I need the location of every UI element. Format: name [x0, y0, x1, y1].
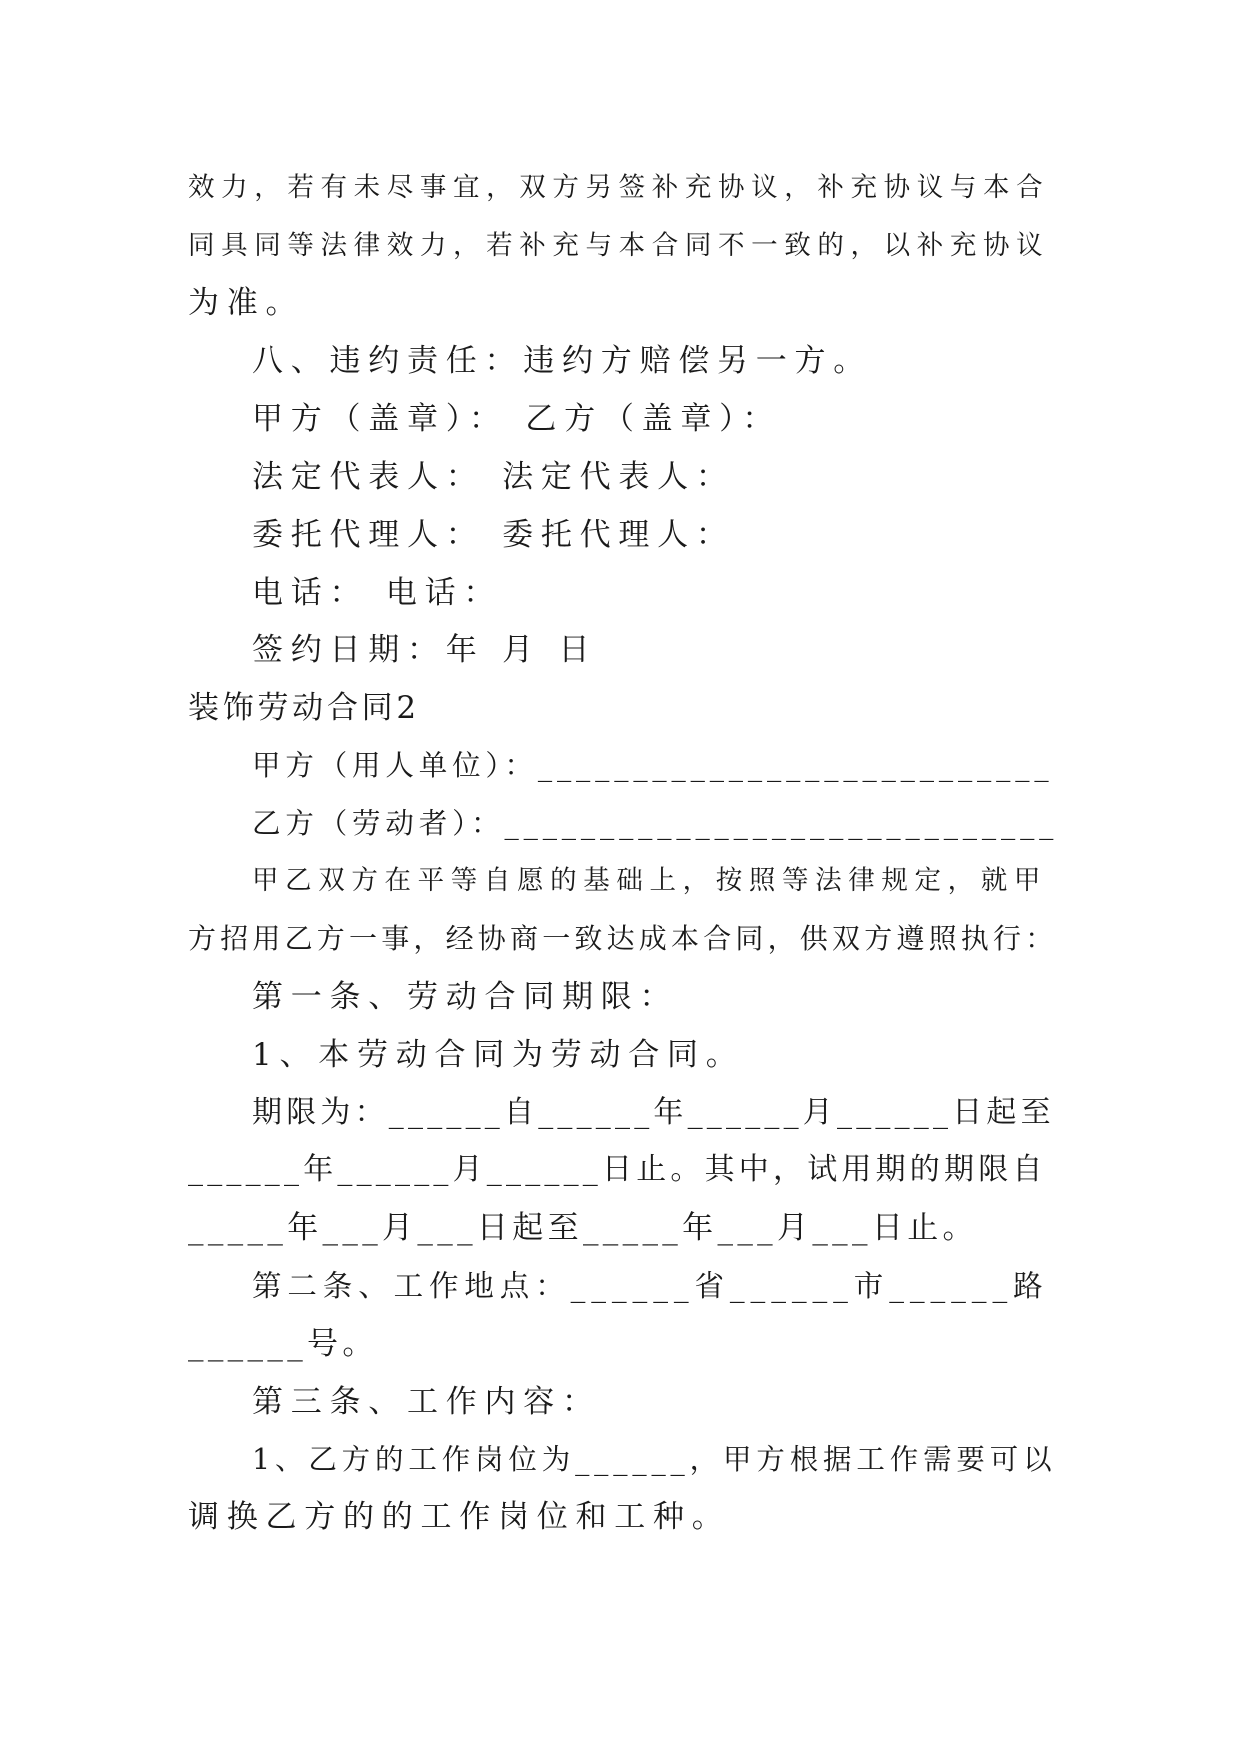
- seal-line: 甲方（盖章）： 乙方（盖章）：: [252, 401, 782, 437]
- paragraph-line: 方招用乙方一事，经协商一致达成本合同，供双方遵照执行：: [188, 922, 1058, 955]
- signing-date-line: 签约日期：年 月 日: [252, 632, 598, 668]
- term-line: _____年___月___日起至_____年___月___日止。: [188, 1210, 978, 1246]
- section-title: 装饰劳动合同2: [188, 690, 420, 726]
- party-b-line: 乙方（劳动者）：_____________________________: [252, 807, 1059, 840]
- paragraph-line: 为准。: [188, 285, 305, 321]
- term-line: 期限为：______自______年______月______日起至: [252, 1095, 1055, 1130]
- party-a-line: 甲方（用人单位）：___________________________: [252, 749, 1054, 782]
- article-heading: 第三条、工作内容：: [252, 1384, 601, 1420]
- article-heading: 第一条、劳动合同期限：: [252, 979, 679, 1015]
- legal-representative-line: 法定代表人： 法定代表人：: [252, 459, 735, 495]
- paragraph-line: 1、本劳动合同为劳动合同。: [252, 1037, 745, 1073]
- paragraph-line: 1、乙方的工作岗位为______，甲方根据工作需要可以: [252, 1443, 1057, 1476]
- paragraph-line: 同具同等法律效力，若补充与本合同不一致的，以补充协议: [188, 230, 1050, 261]
- article-heading: 第二条、工作地点：______省______市______路: [252, 1269, 1049, 1303]
- paragraph-line: 效力，若有未尽事宜，双方另签补充协议，补充协议与本合: [188, 172, 1050, 203]
- breach-clause: 八、违约责任：违约方赔偿另一方。: [252, 343, 872, 379]
- paragraph-line: ______号。: [188, 1326, 378, 1362]
- term-line: ______年______月______日止。其中，试用期的期限自: [188, 1152, 1047, 1187]
- paragraph-line: 甲乙双方在平等自愿的基础上，按照等法律规定，就甲: [252, 865, 1047, 896]
- agent-line: 委托代理人： 委托代理人：: [252, 517, 735, 553]
- paragraph-line: 调换乙方的的工作岗位和工种。: [188, 1499, 731, 1535]
- phone-line: 电话： 电话：: [252, 575, 503, 611]
